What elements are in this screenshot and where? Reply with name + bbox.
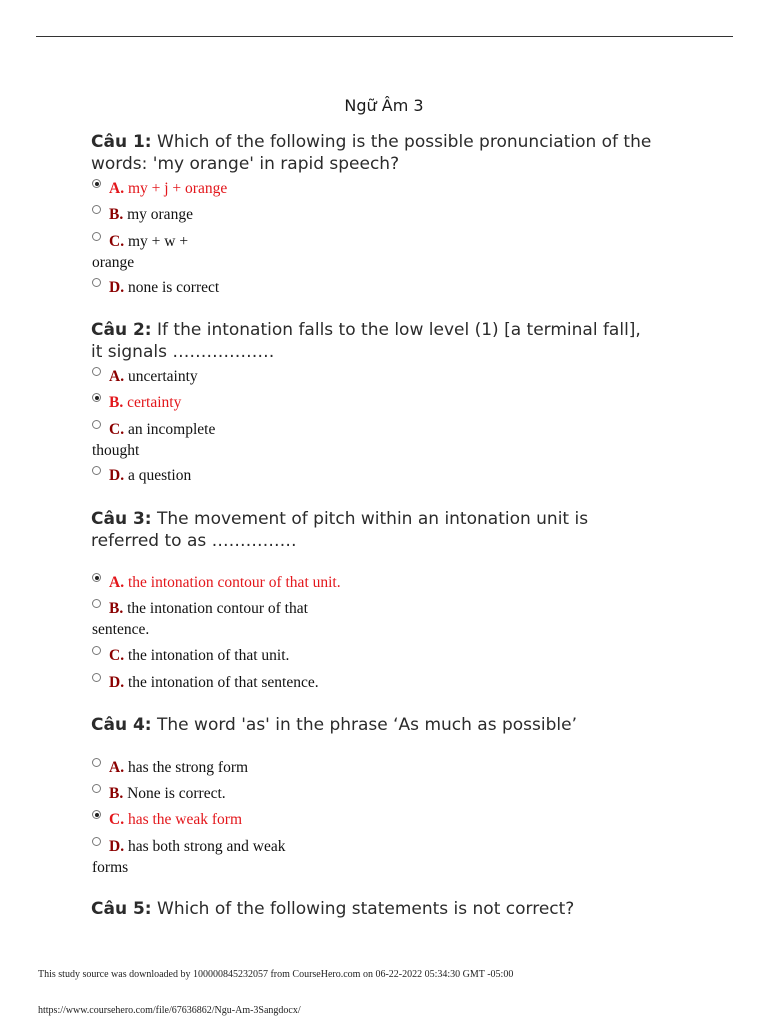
option-text: my orange <box>127 206 193 223</box>
option-text-cont: forms <box>92 859 129 876</box>
question-3 <box>91 508 691 552</box>
document-title: Ngữ Âm 3 <box>344 96 424 115</box>
source-url[interactable]: https://www.coursehero.com/file/67636862/Ngu-Am-3Sangdocx/ <box>38 1005 301 1016</box>
option-letter: B. <box>109 785 124 802</box>
question-text-cont: referred to as …………… <box>91 531 297 551</box>
question-text: Which of the following statements is not correct? <box>157 899 575 919</box>
option-text: uncertainty <box>127 368 198 385</box>
option-q4-a[interactable] <box>92 757 352 778</box>
option-text-cont: thought <box>92 442 140 459</box>
option-q4-b[interactable] <box>92 783 352 804</box>
question-text: The word 'as' in the phrase ‘As much as possible’ <box>157 715 577 735</box>
option-q1-c[interactable] <box>92 231 352 273</box>
option-q2-a[interactable] <box>92 366 352 387</box>
option-q1-d[interactable] <box>92 277 352 298</box>
option-q3-b[interactable] <box>92 598 352 640</box>
option-letter: B. <box>109 600 124 617</box>
question-label: Câu 3: <box>91 509 152 529</box>
source-note: This study source was downloaded by 100000845232057 from CourseHero.com on 06-22-2022 05:34:30 GMT -05:00 <box>38 969 514 980</box>
option-text-cont: sentence. <box>92 621 150 638</box>
radio-icon[interactable] <box>92 837 101 846</box>
option-q2-b[interactable] <box>92 392 352 413</box>
option-letter: B. <box>109 206 124 223</box>
option-text-cont: orange <box>92 254 135 271</box>
option-letter: D. <box>109 838 125 855</box>
option-text: certainty <box>127 394 182 411</box>
option-text: has the strong form <box>127 759 249 776</box>
radio-icon[interactable] <box>92 646 101 655</box>
option-letter: A. <box>109 180 125 197</box>
radio-checked-icon[interactable] <box>92 393 101 402</box>
question-text-cont: words: 'my orange' in rapid speech? <box>91 154 400 174</box>
question-1 <box>91 131 691 175</box>
radio-icon[interactable] <box>92 420 101 429</box>
radio-icon[interactable] <box>92 278 101 287</box>
option-letter: A. <box>109 368 125 385</box>
option-letter: C. <box>109 421 125 438</box>
radio-checked-icon[interactable] <box>92 810 101 819</box>
option-q3-d[interactable] <box>92 672 352 693</box>
option-letter: C. <box>109 811 125 828</box>
option-text: my + w + <box>127 233 189 250</box>
question-4 <box>91 714 691 736</box>
question-text: Which of the following is the possible pronunciation of the <box>157 132 652 152</box>
option-text: has both strong and weak <box>127 838 286 855</box>
option-q3-a[interactable] <box>92 572 352 593</box>
question-label: Câu 4: <box>91 715 152 735</box>
radio-icon[interactable] <box>92 205 101 214</box>
radio-icon[interactable] <box>92 599 101 608</box>
option-q3-c[interactable] <box>92 645 352 666</box>
option-text: the intonation of that sentence. <box>127 674 319 691</box>
option-letter: C. <box>109 647 125 664</box>
question-text: The movement of pitch within an intonation unit is <box>157 509 589 529</box>
question-text-cont: it signals ……………… <box>91 342 275 362</box>
option-letter: D. <box>109 467 125 484</box>
option-q2-c[interactable] <box>92 419 352 461</box>
option-text: the intonation of that unit. <box>127 647 290 664</box>
top-rule <box>36 36 733 37</box>
question-5 <box>91 898 691 920</box>
option-text: the intonation contour of that unit. <box>127 574 341 591</box>
option-text: an incomplete <box>127 421 216 438</box>
option-q4-c[interactable] <box>92 809 352 830</box>
option-text: the intonation contour of that <box>127 600 308 617</box>
option-q4-d[interactable] <box>92 836 352 878</box>
radio-icon[interactable] <box>92 232 101 241</box>
radio-checked-icon[interactable] <box>92 573 101 582</box>
radio-checked-icon[interactable] <box>92 179 101 188</box>
radio-icon[interactable] <box>92 784 101 793</box>
option-text: my + j + orange <box>127 180 228 197</box>
option-q1-b[interactable] <box>92 204 352 225</box>
question-text: If the intonation falls to the low level (1) [a terminal fall], <box>157 320 641 340</box>
option-text: None is correct. <box>127 785 226 802</box>
radio-icon[interactable] <box>92 758 101 767</box>
option-q1-a[interactable] <box>92 178 352 199</box>
radio-icon[interactable] <box>92 673 101 682</box>
option-letter: A. <box>109 759 125 776</box>
option-letter: A. <box>109 574 125 591</box>
option-text: has the weak form <box>127 811 243 828</box>
option-q2-d[interactable] <box>92 465 352 486</box>
option-letter: B. <box>109 394 124 411</box>
option-letter: D. <box>109 674 125 691</box>
question-label: Câu 5: <box>91 899 152 919</box>
question-2 <box>91 319 691 363</box>
option-text: none is correct <box>127 279 220 296</box>
question-label: Câu 1: <box>91 132 152 152</box>
option-text: a question <box>127 467 192 484</box>
radio-icon[interactable] <box>92 466 101 475</box>
question-label: Câu 2: <box>91 320 152 340</box>
option-letter: D. <box>109 279 125 296</box>
radio-icon[interactable] <box>92 367 101 376</box>
option-letter: C. <box>109 233 125 250</box>
